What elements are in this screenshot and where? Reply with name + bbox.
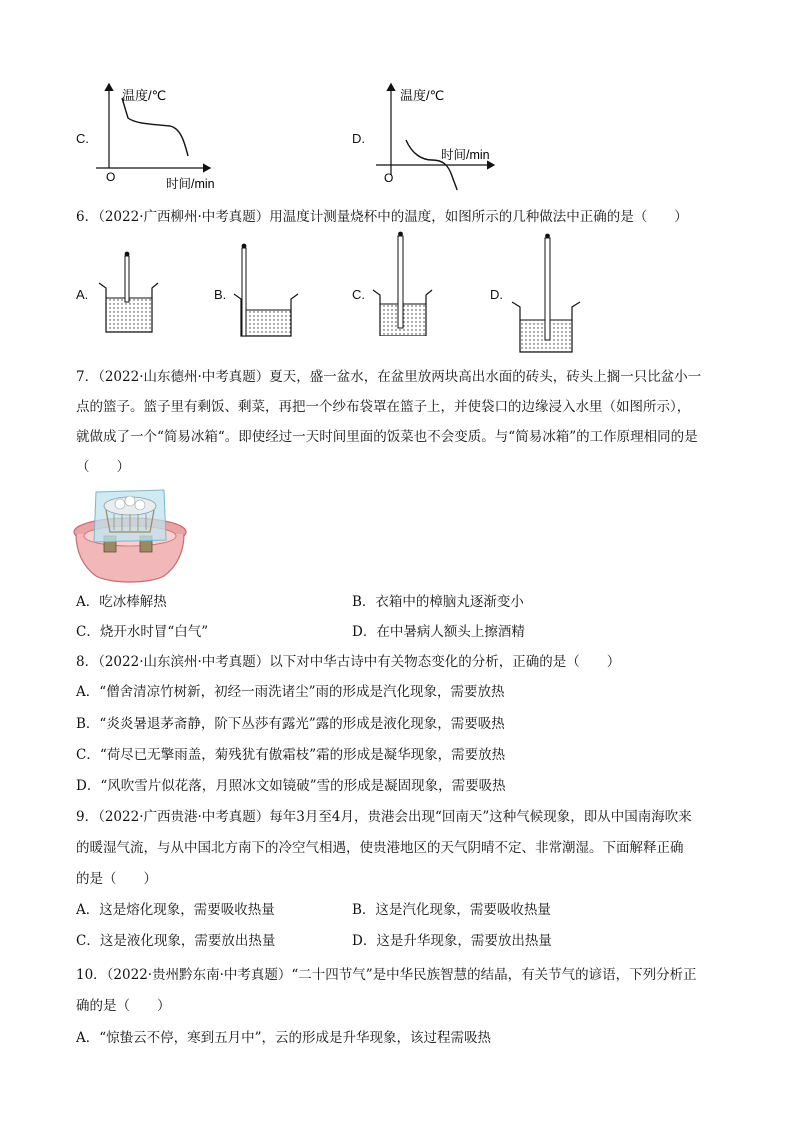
q7-option-c: C．烧开水时冒“白气” (76, 624, 209, 640)
q7-stem-line2: 点的篮子。篮子里有剩饭、剩菜，再把一个纱布袋罩在篮子上，并使袋口的边缘浸入水里（如图所示）， (76, 399, 691, 415)
q8-option-c: C．“荷尽已无擎雨盖，菊残犹有傲霜枝”霜的形成是凝华现象，需要放热 (76, 747, 506, 763)
q6-stem: 6．（2022·广西柳州·中考真题）用温度计测量烧杯中的温度，如图所示的几种做法中正确的是（ ） (76, 209, 688, 225)
q5c-curve (122, 98, 188, 156)
q9-option-c: C．这是液化现象，需要放出热量 (76, 933, 276, 949)
q6-beaker-d (508, 230, 584, 356)
q8-stem: 8．（2022·山东滨州·中考真题）以下对中华古诗中有关物态变化的分析，正确的是（ ） (76, 654, 621, 670)
q6-option-b-label: B. (214, 287, 227, 302)
q9-stem-line1: 9．（2022·广西贵港·中考真题）每年3月至4月，贵港会出现“回南天”这种气候现象，即从中国南海吹来 (76, 809, 692, 825)
q5c-origin: O (106, 170, 116, 184)
q5c-y-label: 温度/℃ (122, 88, 167, 103)
q10-stem-line1: 10．（2022·贵州黔东南·中考真题）“二十四节气”是中华民族智慧的结晶，有关节气的谚语，下列分析正 (76, 967, 697, 983)
q7-option-d: D．在中暑病人额头上擦酒精 (352, 624, 525, 640)
q7-option-a: A．吃冰棒解热 (76, 594, 167, 610)
q10-option-a: A．“惊蛰云不停，寒到五月中”，云的形成是升华现象，该过程需吸热 (76, 1030, 492, 1046)
q6-beaker-a (96, 246, 162, 336)
q5d-x-label: 时间/min (441, 148, 490, 162)
q7-stem-line4: （ ） (76, 459, 130, 475)
q9-option-d: D．这是升华现象，需要放出热量 (352, 933, 552, 949)
q5-graph-c (92, 80, 262, 195)
thermometer-icon (242, 248, 246, 336)
q7-option-b: B．衣箱中的樟脑丸逐渐变小 (352, 594, 524, 610)
q6-beaker-b (228, 238, 300, 342)
q6-option-a-label: A. (76, 287, 89, 302)
q10-stem-line2: 确的是（ ） (76, 998, 171, 1014)
q6-option-d-label: D. (490, 287, 503, 302)
q5-option-c-label: C. (76, 131, 89, 146)
q5-graph-d (370, 80, 510, 195)
q9-stem-line2: 的暖湿气流，与从中国北方南下的冷空气相遇，使贵港地区的天气阴晴不定、非常潮湿。下面解释正确 (76, 840, 684, 856)
q9-option-a: A．这是熔化现象，需要吸收热量 (76, 902, 275, 918)
q8-option-d: D．“风吹雪片似花落，月照冰文如镜破”雪的形成是凝固现象，需要吸热 (76, 778, 506, 794)
q8-option-b: B．“炎炎暑退茅斋静，阶下丛莎有露光”露的形成是液化现象，需要吸热 (76, 716, 505, 732)
q7-stem-line1: 7．（2022·山东德州·中考真题）夏天，盛一盆水，在盆里放两块高出水面的砖头，砖头上搁一只比盆小一 (76, 369, 702, 385)
q6-option-c-label: C. (352, 287, 365, 302)
q5d-y-label: 温度/℃ (400, 88, 445, 103)
q6-beaker-c (370, 224, 436, 336)
q9-option-b: B．这是汽化现象，需要吸收热量 (352, 902, 551, 918)
q5-option-d-label: D. (352, 131, 365, 146)
thermometer-icon (125, 256, 129, 302)
q5d-origin: O (384, 171, 394, 185)
q9-stem-line3: 的是（ ） (76, 871, 157, 887)
q8-option-a: A．“僧舍清凉竹树新，初经一雨洗诸尘”雨的形成是汽化现象，需要放热 (76, 684, 505, 700)
q7-stem-line3: 就做成了一个“简易冰箱“。即使经过一天时间里面的饭菜也不会变质。与“简易冰箱”的工作原理相同的是 (76, 429, 698, 445)
thermometer-icon (545, 238, 550, 340)
thermometer-icon (398, 236, 403, 328)
q7-simple-fridge-figure (70, 484, 190, 586)
q5c-x-label: 时间/min (166, 177, 215, 191)
